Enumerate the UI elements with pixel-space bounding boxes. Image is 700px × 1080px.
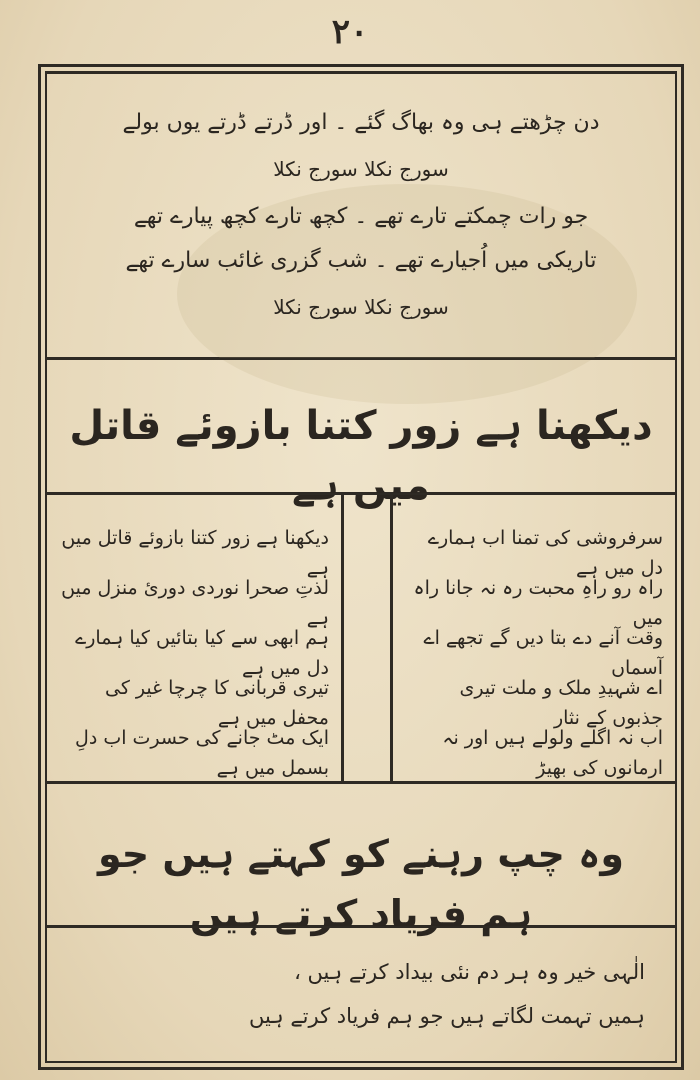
verse-line: تیری قربانی کا چرچا غیر کی محفل میں ہے: [105, 677, 329, 729]
couplet-line: الٰہی خیر وہ ہر دم نئی بیداد کرتے ہیں ،: [294, 960, 645, 984]
headline-text: دیکھنا ہے زور کتنا بازوئے قاتل میں ہے: [69, 403, 653, 509]
headline-banner: [45, 358, 677, 509]
left-column: [45, 493, 343, 783]
poem-line: دن چڑھتے ہی وہ بھاگ گئے ۔ اور ڈرتے ڈرتے یوں بولے: [122, 110, 600, 135]
right-column: [391, 493, 677, 783]
second-banner: [45, 782, 677, 936]
verse-line: اے شہیدِ ملک و ملت تیری جذبوں کے نثار: [459, 677, 663, 729]
poem-section: [45, 72, 677, 359]
verse-line: دیکھنا ہے زور کتنا بازوئے قاتل میں ہے: [61, 527, 329, 579]
verse-line: راہ رو راہِ محبت رہ نہ جانا راہ میں: [413, 577, 663, 629]
verse-line: وقت آنے دے بتا دیں گے تجھے اے آسماں: [423, 627, 663, 679]
verse-line: ایک مٹ جانے کی حسرت اب دلِ بسمل میں ہے: [75, 727, 329, 779]
poem-refrain: سورج نکلا سورج نکلا: [273, 157, 449, 181]
couplet-line: ہمیں تہمت لگاتے ہیں جو ہم فریاد کرتے ہیں: [249, 1004, 645, 1028]
column-divider: [342, 493, 392, 783]
verse-line: لذتِ صحرا نوردی دوریٔ منزل میں ہے: [61, 577, 329, 629]
poem-line: جو رات چمکتے تارے تھے ۔ کچھ تارے کچھ پیارے تھے: [133, 204, 589, 229]
second-headline-text: وہ چپ رہنے کو کہتے ہیں جو ہم فریاد کرتے ہیں: [97, 832, 625, 936]
poem-refrain: سورج نکلا سورج نکلا: [273, 295, 449, 319]
poem-line: تاریکی میں اُجیارے تھے ۔ شب گزری غائب سارے تھے: [125, 248, 597, 273]
verse-line: سرفروشی کی تمنا اب ہمارے دل میں ہے: [427, 527, 663, 579]
verse-line: اب نہ اگلے ولولے ہیں اور نہ ارمانوں کی بھیڑ: [442, 727, 663, 779]
footer-couplet: [45, 926, 677, 1063]
verse-line: ہم ابھی سے کیا بتائیں کیا ہمارے دل میں ہے: [75, 627, 329, 679]
page-number: ۲۰: [331, 12, 369, 52]
